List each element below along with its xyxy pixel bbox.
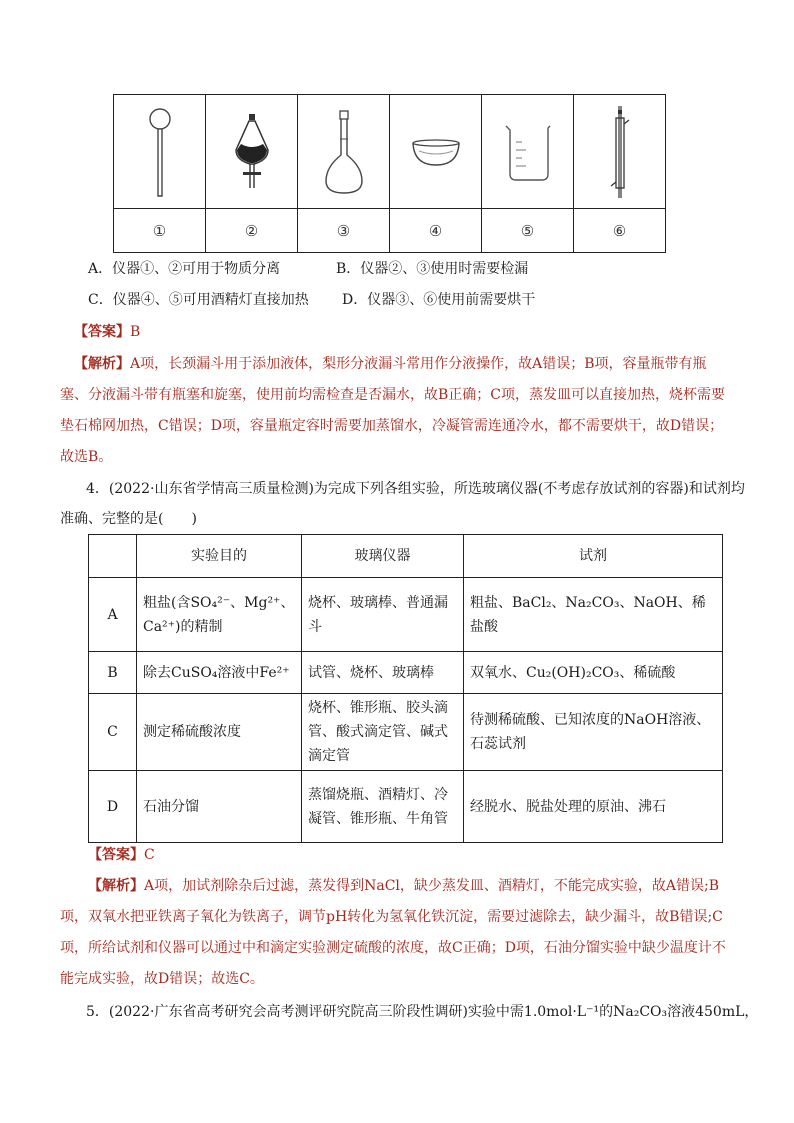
header-cell: 试剂 (464, 535, 723, 578)
apparatus-number: ⑥ (574, 209, 666, 253)
answer-value: C (144, 847, 155, 863)
row-label: B (89, 652, 137, 694)
analysis-text: A项，长颈漏斗用于添加液体，梨形分液漏斗常用作分液操作，故A错误；B项，容量瓶带有瓶 (130, 356, 707, 372)
row-purpose: 测定稀硫酸浓度 (137, 694, 302, 771)
apparatus-number: ⑤ (482, 209, 574, 253)
q3-option-d: D．仪器③、⑥使用前需要烘干 (342, 292, 536, 308)
analysis-label: 【解析】 (74, 356, 130, 372)
apparatus-image-row (114, 95, 666, 209)
apparatus-cell-1 (114, 95, 206, 209)
q3-analysis-line: 垫石棉网加热，C错误；D项，容量瓶定容时需要加蒸馏水，冷凝管需连通冷水，都不需要烘干，故D错误； (60, 418, 724, 434)
q5-stem-line: 5．(2022·广东省高考研究会高考测评研究院高三阶段性调研)实验中需1.0mol·L⁻¹的Na₂CO₃溶液450mL， (86, 1004, 759, 1020)
apparatus-number: ③ (298, 209, 390, 253)
q4-analysis-line: 项，所给试剂和仪器可以通过中和滴定实验测定硫酸的浓度，故C正确；D项，石油分馏实验中缺少温度计不 (60, 940, 726, 956)
apparatus-table (113, 94, 666, 253)
row-label: D (89, 771, 137, 843)
apparatus-number: ④ (390, 209, 482, 253)
q4-analysis-line: 能完成实验，故D错误；故选C。 (60, 971, 264, 987)
table-row (89, 578, 723, 652)
answer-label: 【答案】 (74, 324, 130, 340)
q3-option-a: A．仪器①、②可用于物质分离 (88, 261, 281, 277)
volumetric-flask-icon (322, 109, 366, 195)
q3-analysis-line: 塞、分液漏斗带有瓶塞和旋塞，使用前均需检查是否漏水，故B正确；C项，蒸发皿可以直接加热，烧杯需要 (60, 387, 725, 403)
apparatus-cell-3 (298, 95, 390, 209)
row-glass: 蒸馏烧瓶、酒精灯、冷凝管、锥形瓶、牛角管 (302, 771, 464, 843)
row-reagent: 粗盐、BaCl₂、Na₂CO₃、NaOH、稀盐酸 (464, 578, 723, 652)
row-purpose: 石油分馏 (137, 771, 302, 843)
q3-option-c: C．仪器④、⑤可用酒精灯直接加热 (88, 292, 309, 308)
q4-table (88, 534, 723, 843)
header-cell (89, 535, 137, 578)
apparatus-cell-4 (390, 95, 482, 209)
row-reagent: 双氧水、Cu₂(OH)₂CO₃、稀硫酸 (464, 652, 723, 694)
row-reagent: 待测稀硫酸、已知浓度的NaOH溶液、石蕊试剂 (464, 694, 723, 771)
apparatus-number: ② (206, 209, 298, 253)
q4-analysis-line (88, 876, 719, 896)
answer-label: 【答案】 (88, 847, 144, 863)
table-row (89, 771, 723, 843)
q4-stem-line: 准确、完整的是( ) (60, 511, 197, 527)
apparatus-number: ① (114, 209, 206, 253)
beaker-icon (502, 122, 554, 182)
apparatus-cell-2 (206, 95, 298, 209)
apparatus-cell-6 (574, 95, 666, 209)
analysis-label: 【解析】 (88, 878, 144, 894)
table-row (89, 694, 723, 771)
apparatus-cell-5 (482, 95, 574, 209)
row-label: A (89, 578, 137, 652)
analysis-text: A项，加试剂除杂后过滤，蒸发得到NaCl，缺少蒸发皿、酒精灯，不能完成实验，故A错误;B (144, 878, 720, 894)
condenser-icon (608, 104, 632, 200)
separatory-funnel-icon (232, 112, 272, 192)
row-glass: 烧杯、锥形瓶、胶头滴管、酸式滴定管、碱式滴定管 (302, 694, 464, 771)
row-glass: 试管、烧杯、玻璃棒 (302, 652, 464, 694)
answer-value: B (130, 324, 141, 340)
q4-answer (88, 845, 155, 865)
row-glass: 烧杯、玻璃棒、普通漏斗 (302, 578, 464, 652)
evaporating-dish-icon (410, 137, 462, 167)
q3-analysis-line: 故选B。 (60, 449, 113, 465)
q3-analysis-line (74, 354, 707, 374)
row-purpose: 粗盐(含SO₄²⁻、Mg²⁺、Ca²⁺)的精制 (137, 578, 302, 652)
row-purpose: 除去CuSO₄溶液中Fe²⁺ (137, 652, 302, 694)
q3-option-b: B．仪器②、③使用时需要检漏 (336, 261, 529, 277)
q4-header-row (89, 535, 723, 578)
table-row (89, 652, 723, 694)
long-neck-funnel-icon (145, 104, 175, 200)
apparatus-number-row (114, 209, 666, 253)
row-reagent: 经脱水、脱盐处理的原油、沸石 (464, 771, 723, 843)
row-label: C (89, 694, 137, 771)
header-cell: 玻璃仪器 (302, 535, 464, 578)
q4-analysis-line: 项，双氧水把亚铁离子氧化为铁离子，调节pH转化为氢氧化铁沉淀，需要过滤除去，缺少漏斗，故B错误;C (60, 909, 723, 925)
q4-stem-line: 4．(2022·山东省学情高三质量检测)为完成下列各组实验，所选玻璃仪器(不考虑存放试剂的容器)和试剂均 (86, 481, 745, 497)
header-cell: 实验目的 (137, 535, 302, 578)
q3-answer (74, 322, 140, 342)
